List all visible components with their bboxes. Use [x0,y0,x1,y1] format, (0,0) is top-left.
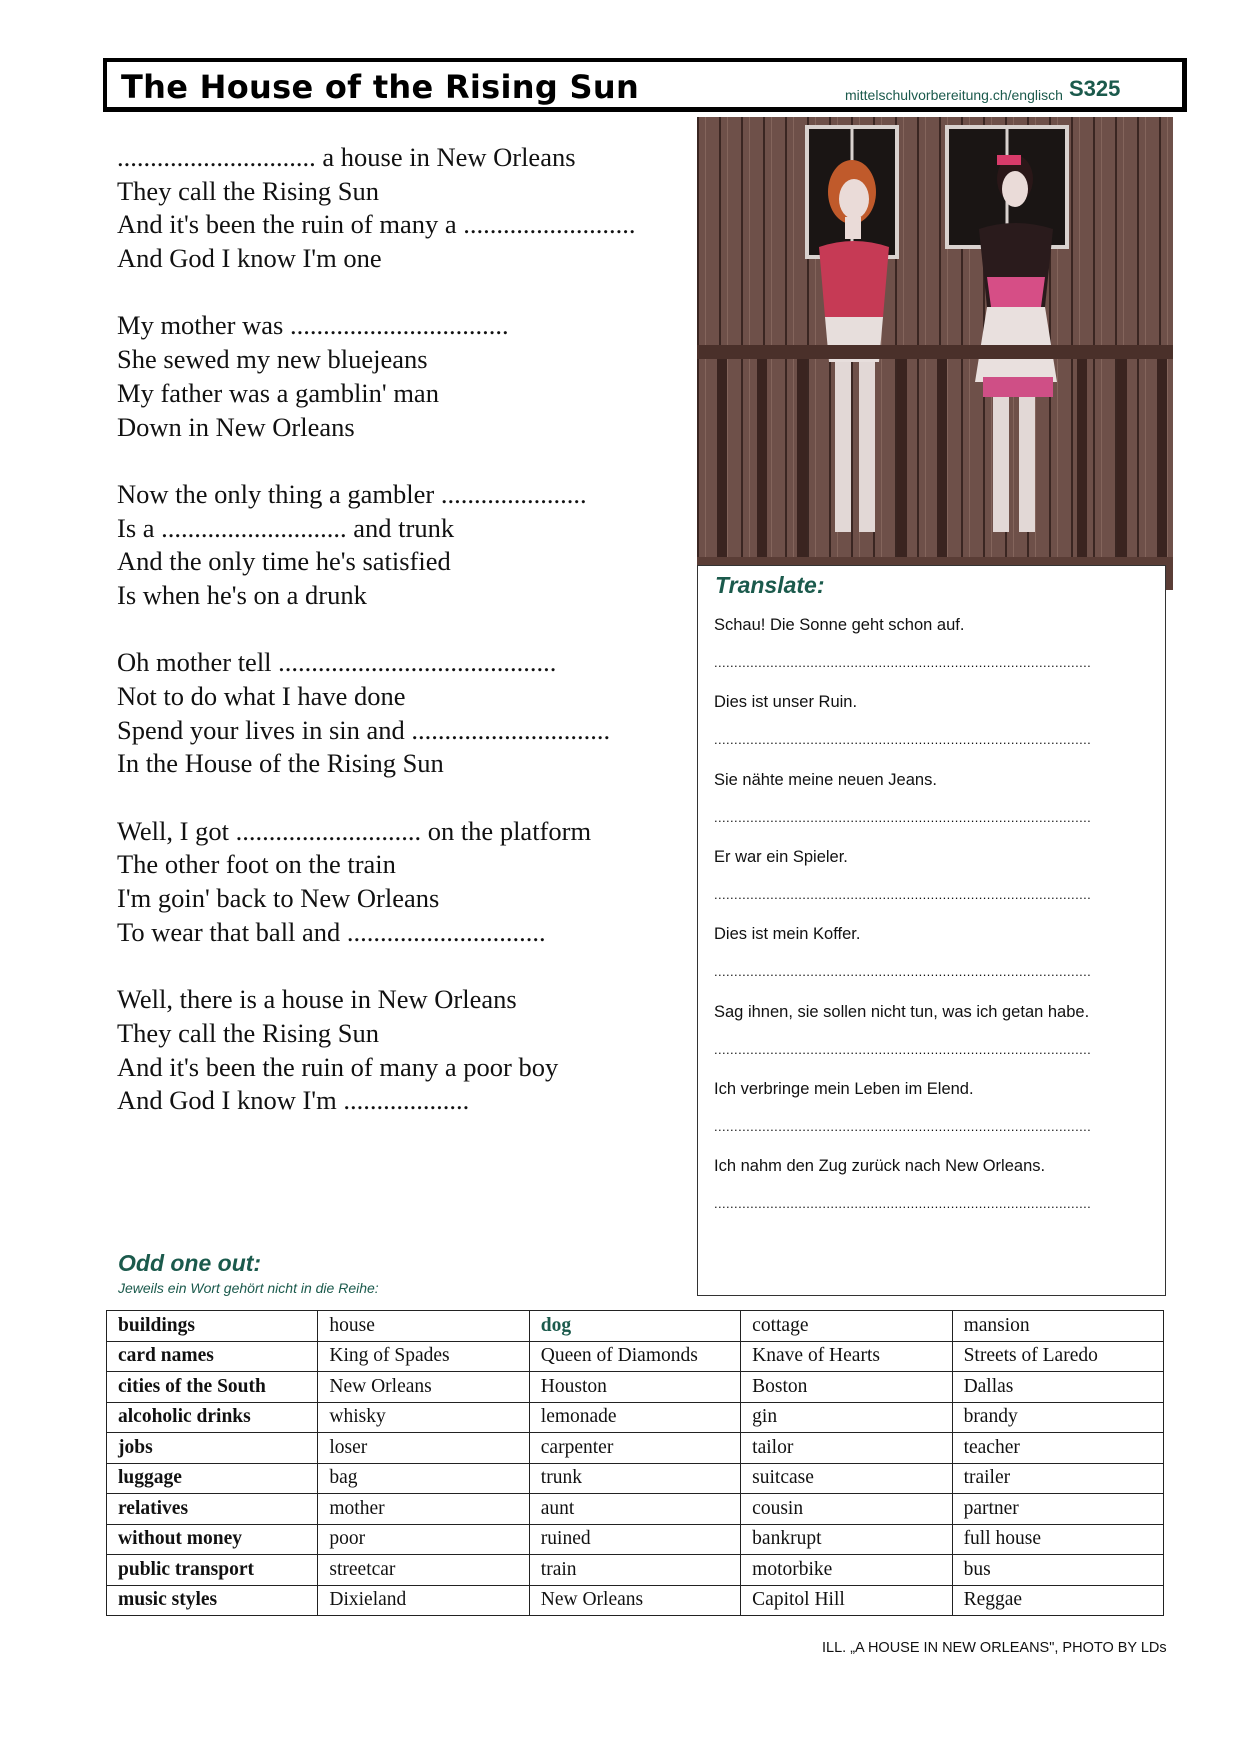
translate-sentence: Sie nähte meine neuen Jeans. [714,770,937,789]
translate-answer-line[interactable]: .............................................................................................. [714,1196,1092,1212]
lyrics-stanza [117,815,697,950]
translate-sentence: Ich nahm den Zug zurück nach New Orleans. [714,1157,1046,1176]
lyrics-line: .............................. a house in New Orleans [117,142,576,172]
word-cell[interactable]: Knave of Hearts [741,1341,952,1372]
word-cell[interactable]: gin [741,1402,952,1433]
word-cell[interactable]: carpenter [529,1433,740,1464]
word-cell[interactable]: brandy [952,1402,1163,1433]
word-cell[interactable]: cottage [741,1311,952,1342]
word-cell[interactable]: mansion [952,1311,1163,1342]
lyrics-line: My father was a gamblin' man [117,377,439,408]
word-cell[interactable]: tailor [741,1433,952,1464]
lyrics-line: They call the Rising Sun [117,1017,380,1048]
word-cell[interactable]: Queen of Diamonds [529,1341,740,1372]
row-category: card names [107,1341,318,1372]
word-cell[interactable]: dog [529,1311,740,1342]
lyrics-stanza [117,478,697,613]
odd-one-out-title: Odd one out: [118,1250,262,1276]
word-cell[interactable]: Boston [741,1372,952,1403]
lyrics-line: Not to do what I have done [117,681,406,711]
photo-credit: ILL. „A HOUSE IN NEW ORLEANS", PHOTO BY LDs [822,1640,1167,1656]
word-cell[interactable]: streetcar [318,1555,529,1586]
lyrics-line: She sewed my new bluejeans [117,344,428,375]
lyrics-line: In the House of the Rising Sun [117,748,444,779]
table-row [107,1372,1164,1403]
translate-sentence: Schau! Die Sonne geht schon auf. [714,616,965,634]
lyrics-line: Now the only thing a gambler ...................... [117,478,587,509]
balcony-photo [697,117,1173,590]
word-cell[interactable]: aunt [529,1494,740,1525]
row-category: relatives [107,1494,318,1525]
word-cell[interactable]: New Orleans [529,1585,740,1616]
word-cell[interactable]: New Orleans [318,1372,529,1403]
lyrics-line: And the only time he's satisfied [117,546,451,577]
lyrics-line: The other foot on the train [117,849,396,880]
word-cell[interactable]: poor [318,1524,529,1555]
word-cell[interactable]: loser [318,1433,529,1464]
table-row [107,1524,1164,1555]
lyrics-line: Down in New Orleans [117,411,355,442]
table-row [107,1311,1164,1342]
row-category: buildings [107,1311,318,1342]
worksheet-header [103,58,1187,112]
lyrics-stanza [117,646,697,781]
translate-answer-line[interactable]: .............................................................................................. [714,655,1092,670]
word-cell[interactable]: Streets of Laredo [952,1341,1163,1372]
word-cell[interactable]: Dallas [952,1372,1163,1403]
row-category: alcoholic drinks [107,1402,318,1433]
word-cell[interactable]: mother [318,1494,529,1525]
translate-answer-line[interactable]: .............................................................................................. [714,964,1092,980]
word-cell[interactable]: partner [952,1494,1163,1525]
word-cell[interactable]: train [529,1555,740,1586]
lyrics-line: Well, there is a house in New Orleans [117,984,517,1015]
lyrics-line: They call the Rising Sun [117,175,380,206]
lyrics-line: And it's been the ruin of many a poor boy [117,1051,559,1082]
word-cell[interactable]: trunk [529,1463,740,1494]
translate-answer-line[interactable]: .............................................................................................. [714,809,1092,825]
word-cell[interactable]: full house [952,1524,1163,1555]
lyrics-line: And God I know I'm ................... [117,1085,470,1116]
word-cell[interactable]: Capitol Hill [741,1585,952,1616]
table-row [107,1585,1164,1616]
table-row [107,1433,1164,1464]
word-cell[interactable]: lemonade [529,1402,740,1433]
translate-sentence: Er war ein Spieler. [714,847,848,866]
lyrics-line: And God I know I'm one [117,243,382,274]
odd-one-out-subtitle: Jeweils ein Wort gehört nicht in die Reihe: [118,1280,379,1296]
table-row [107,1494,1164,1525]
word-cell[interactable]: motorbike [741,1555,952,1586]
lyrics-line: Spend your lives in sin and .............................. [117,714,611,745]
word-cell[interactable]: Dixieland [318,1585,529,1616]
translate-answer-line[interactable]: .............................................................................................. [714,1118,1092,1134]
word-cell[interactable]: Reggae [952,1585,1163,1616]
lyrics-stanza [117,983,697,1118]
site-url[interactable]: mittelschulvorbereitung.ch/englisch [845,87,1063,103]
lyrics-line: To wear that ball and .............................. [117,916,546,947]
odd-one-out-table [106,1310,1164,1616]
table-row [107,1555,1164,1586]
translate-answer-line[interactable]: .............................................................................................. [714,886,1092,902]
word-cell[interactable]: bag [318,1463,529,1494]
word-cell[interactable]: bankrupt [741,1524,952,1555]
row-category: cities of the South [107,1372,318,1403]
translate-title: Translate: [715,572,825,598]
translate-sentence: Dies ist unser Ruin. [714,693,858,712]
page-title: The House of the Rising Sun [121,68,640,106]
row-category: jobs [107,1433,318,1464]
lyrics-line: Well, I got ............................ on the platform [117,815,592,846]
lyrics-line: And it's been the ruin of many a .......................... [117,209,636,240]
translate-sentence: Ich verbringe mein Leben im Elend. [714,1079,974,1098]
table-row [107,1402,1164,1433]
lyrics-stanza [117,141,697,276]
word-cell[interactable]: house [318,1311,529,1342]
lyrics-line: Oh mother tell .......................................... [117,647,557,678]
lyrics-stanza [117,309,697,444]
row-category: luggage [107,1463,318,1494]
translate-sentence: Dies ist mein Koffer. [714,925,861,944]
lyrics-gap-fill [117,141,697,1152]
word-cell[interactable]: ruined [529,1524,740,1555]
table-row [107,1463,1164,1494]
worksheet-code: S325 [1069,76,1121,101]
word-cell[interactable]: suitcase [741,1463,952,1494]
word-cell[interactable]: teacher [952,1433,1163,1464]
translate-sentence: Sag ihnen, sie sollen nicht tun, was ich getan habe. [714,1002,1090,1021]
lyrics-line: My mother was ................................. [117,310,509,341]
word-cell[interactable]: King of Spades [318,1341,529,1372]
translate-answer-line[interactable]: .............................................................................................. [714,1041,1092,1057]
lyrics-line: Is a ............................ and trunk [117,512,455,543]
word-cell[interactable]: Houston [529,1372,740,1403]
translate-answer-line[interactable]: .............................................................................................. [714,732,1092,748]
lyrics-line: Is when he's on a drunk [117,579,367,610]
word-cell[interactable]: whisky [318,1402,529,1433]
translate-box [697,565,1166,1296]
word-cell[interactable]: bus [952,1555,1163,1586]
row-category: public transport [107,1555,318,1586]
row-category: without money [107,1524,318,1555]
row-category: music styles [107,1585,318,1616]
word-cell[interactable]: trailer [952,1463,1163,1494]
lyrics-line: I'm goin' back to New Orleans [117,883,440,914]
word-cell[interactable]: cousin [741,1494,952,1525]
table-row [107,1341,1164,1372]
